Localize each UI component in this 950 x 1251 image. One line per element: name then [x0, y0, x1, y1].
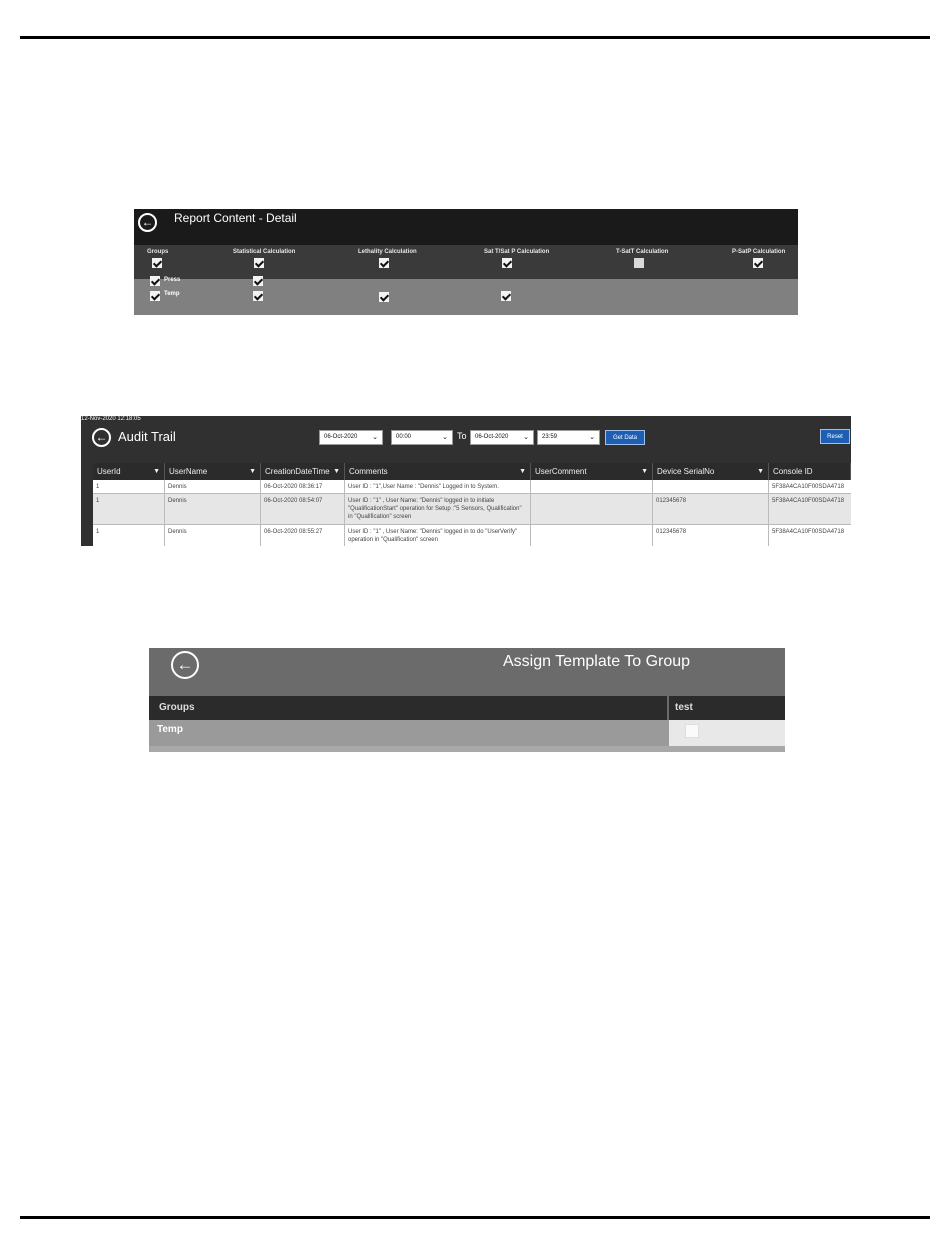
from-date-select[interactable] [319, 430, 383, 445]
page-title: Report Content - Detail [174, 211, 297, 225]
content-body [134, 279, 798, 315]
chevron-down-icon: ⌄ [442, 434, 448, 441]
col-device-serialno-label: Device SerialNo [657, 467, 715, 476]
press-group-checkbox[interactable] [150, 276, 160, 286]
from-time-value: 00:00 [396, 434, 412, 440]
assign-template-panel [149, 648, 785, 752]
column-header-row [149, 696, 785, 720]
cell-username: Dennis [165, 525, 261, 546]
cell-userid: 1 [93, 494, 165, 524]
cell-userid: 1 [93, 480, 165, 493]
col-usercomment[interactable] [531, 463, 653, 480]
col-username[interactable] [165, 463, 261, 480]
table-row-partial [149, 746, 785, 752]
back-arrow-icon[interactable]: ← [138, 213, 157, 232]
table-row[interactable] [93, 525, 851, 546]
from-date-value: 06-Oct-2020 [324, 434, 358, 440]
back-arrow-icon[interactable]: ← [92, 428, 111, 447]
cell-username: Dennis [165, 480, 261, 493]
cell-userid: 1 [93, 525, 165, 546]
filter-icon[interactable]: ▼ [153, 468, 160, 475]
test-checkbox[interactable] [685, 724, 699, 738]
temp-statistical-checkbox[interactable] [253, 291, 263, 301]
col-device-serialno[interactable] [653, 463, 769, 480]
chevron-down-icon: ⌄ [372, 434, 378, 441]
cell-comments: User ID : "1" , User Name: "Dennis" logged in to do "UserVerify" operation in "Qualification" screen [345, 525, 531, 546]
t-satt-checkbox[interactable] [634, 258, 644, 268]
to-date-value: 06-Oct-2020 [475, 434, 509, 440]
col-userid[interactable] [93, 463, 165, 480]
to-date-select[interactable] [470, 430, 534, 445]
cell-serialno: 012345678 [653, 525, 769, 546]
cell-username: Dennis [165, 494, 261, 524]
to-time-value: 23:59 [542, 434, 558, 440]
statistical-checkbox[interactable] [254, 258, 264, 268]
table-row[interactable] [149, 720, 785, 746]
lethality-checkbox[interactable] [379, 258, 389, 268]
cell-console-id: 5F38A4CA10F00SDA4718 [772, 498, 845, 504]
cell-datetime: 06-Oct-2020 08:36:17 [261, 480, 345, 493]
page-title: Audit Trail [118, 429, 176, 444]
audit-grid [93, 463, 851, 546]
col-groups: Groups [159, 702, 195, 713]
col-p-satp: P-SatP Calculation [732, 249, 786, 255]
get-data-button[interactable]: Get Data [605, 430, 645, 445]
col-usercomment-label: UserComment [535, 467, 587, 476]
cell-comments: User ID : "1" , User Name: "Dennis" logged in to initiate "QualificationStart" operation for Setup :"5 Sensors, Qualification" in "Qualification" screen [345, 494, 531, 524]
cell-serialno [653, 480, 769, 493]
row-label: Temp [157, 724, 183, 735]
filter-icon[interactable]: ▼ [641, 468, 648, 475]
press-statistical-checkbox[interactable] [253, 276, 263, 286]
col-comments[interactable] [345, 463, 531, 480]
back-arrow-icon[interactable]: ← [171, 651, 199, 679]
col-username-label: UserName [169, 467, 208, 476]
chevron-down-icon: ⌄ [589, 434, 595, 441]
col-console-id[interactable] [769, 463, 851, 480]
cell-usercomment [531, 494, 653, 524]
filter-icon[interactable]: ▼ [333, 468, 340, 475]
to-label: To [457, 431, 467, 441]
col-comments-label: Comments [349, 467, 388, 476]
col-creationdatetime-label: CreationDateTime [265, 467, 330, 476]
report-content-panel [134, 209, 798, 315]
cell-datetime: 06-Oct-2020 08:55:27 [261, 525, 345, 546]
col-userid-label: UserId [97, 467, 121, 476]
cell-datetime: 06-Oct-2020 08:54:07 [261, 494, 345, 524]
table-row[interactable] [93, 480, 851, 494]
temp-group-checkbox[interactable] [150, 291, 160, 301]
to-time-select[interactable] [537, 430, 600, 445]
col-statistical: Statistical Calculation [233, 249, 296, 255]
reset-button[interactable]: Reset [820, 429, 850, 444]
col-creationdatetime[interactable] [261, 463, 345, 480]
p-satp-checkbox[interactable] [753, 258, 763, 268]
groups-checkbox[interactable] [152, 258, 162, 268]
press-label: Press [164, 277, 181, 283]
table-row[interactable] [93, 494, 851, 525]
from-time-select[interactable] [391, 430, 453, 445]
filter-icon[interactable]: ▼ [757, 468, 764, 475]
audit-trail-panel [81, 416, 851, 546]
chevron-down-icon: ⌄ [523, 434, 529, 441]
top-rule [20, 36, 930, 39]
col-test: test [675, 702, 693, 713]
col-lethality: Lethality Calculation [358, 249, 417, 255]
col-console-id-label: Console ID [773, 467, 813, 476]
cell-usercomment [531, 480, 653, 493]
temp-satt-satp-checkbox[interactable] [501, 291, 511, 301]
cell-comments: User ID : "1",User Name : "Dennis" Logged in to System. [345, 480, 531, 493]
filter-icon[interactable]: ▼ [249, 468, 256, 475]
temp-label: Temp [164, 291, 180, 297]
col-t-satt: T-SatT Calculation [616, 249, 669, 255]
cell-usercomment [531, 525, 653, 546]
col-groups: Groups [147, 249, 169, 255]
filter-icon[interactable]: ▼ [519, 468, 526, 475]
temp-lethality-checkbox[interactable] [379, 292, 389, 302]
column-divider [667, 696, 669, 720]
test-cell [669, 720, 785, 746]
cell-console-id: 5F38A4CA10F00SDA4718 [772, 484, 845, 490]
cell-console-id: 5F38A4CA10F00SDA4718 [772, 529, 845, 535]
cell-serialno: 012345678 [653, 494, 769, 524]
satt-satp-checkbox[interactable] [502, 258, 512, 268]
timestamp: 12-Nov-2020 12:18:05 [81, 416, 141, 422]
bottom-rule [20, 1216, 930, 1219]
page-title: Assign Template To Group [503, 653, 691, 670]
col-satt-satp: Sat T/Sat P Calculation [484, 249, 550, 255]
